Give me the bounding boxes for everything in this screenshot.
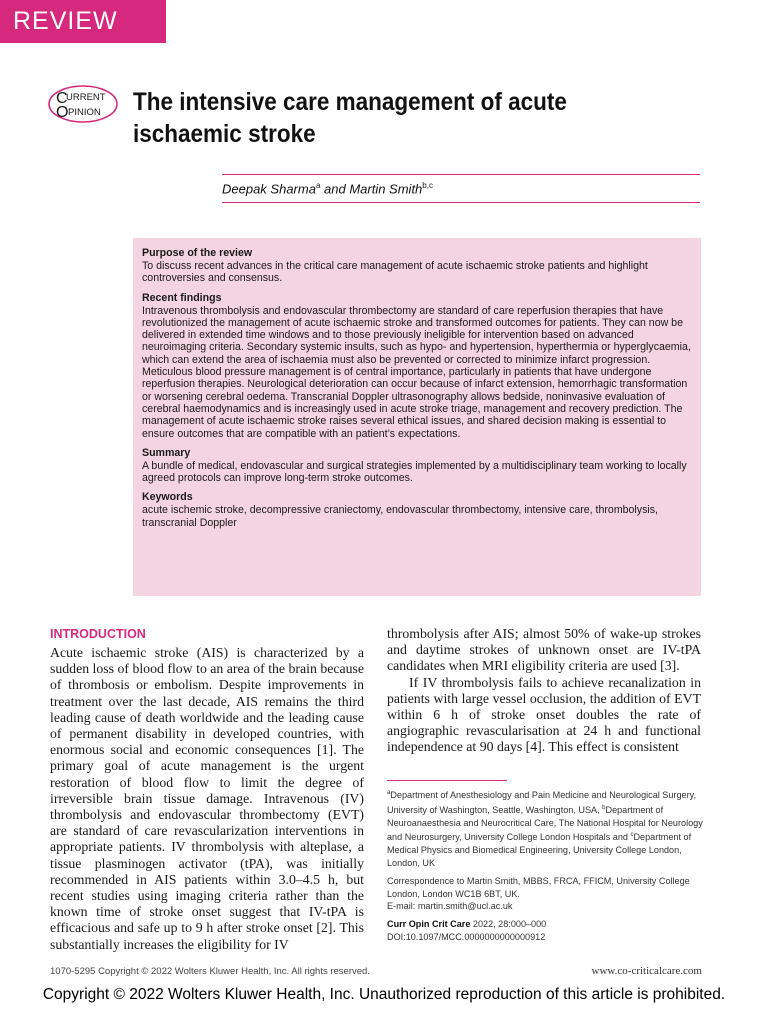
author-connector: and (320, 181, 350, 197)
logo-line1: URRENT (66, 92, 106, 103)
findings-heading: Recent findings (142, 291, 222, 304)
logo-letter-c: C (56, 90, 68, 107)
affiliation-a: Department of Anesthesiology and Pain Medicine and Neurological Surgery, University of Washington, Seattle, Washington, USA, (387, 790, 697, 815)
logo-emblem (47, 84, 119, 124)
affiliation-marker: a (315, 181, 321, 190)
journal-name: Curr Opin Crit Care (387, 919, 471, 930)
findings-text: Intravenous thrombolysis and endovascular thrombectomy are standard of care reperfusion therapies that have revolutionized the management of acute ischaemic stroke and transformed outcomes for patients. They can now be delivered in extended time windows and to those previously ineligible for intervention based on advanced neuroimaging criteria. Secondary systemic insults, such as hypo- and hypertension, hyperthermia or hyperglycaemia, which can extend the area of ischaemia must also be prevented or corrected to minimize infarct progression. Meticulous blood pressure management is of central importance, particularly in patients that have undergone reperfusion therapies. Neurological deterioration can occur because of infarct extension, hemorrhagic transformation or worsening cerebral oedema. Transcranial Doppler ultrasonography allows bedside, noninvasive evaluation of cerebral haemodynamics and is increasingly used in acute stroke triage, management and recovery prediction. The management of acute ischaemic stroke raises several ethical issues, and shared decision making is essential to ensure outcomes that are compatible with an patient’s expectations. (142, 304, 691, 440)
keywords-text: acute ischemic stroke, decompressive craniectomy, endovascular thrombectomy, intensive care, thrombolysis, transcranial Doppler (142, 504, 658, 529)
body-column-left (50, 626, 364, 953)
summary-heading: Summary (142, 446, 191, 459)
affiliation-c: Department of Medical Physics and Biomedical Engineering, University College London, London, UK (387, 832, 692, 869)
section-heading-introduction: INTRODUCTION (50, 627, 146, 641)
correspondence-email[interactable]: E-mail: martin.smith@ucl.ac.uk (387, 901, 513, 912)
correspondence-address: Correspondence to Martin Smith, MBBS, FRCA, FFICM, University College London, London WC1B 6BT, UK. (387, 875, 690, 899)
authors-top-rule (222, 174, 700, 175)
doi[interactable]: DOI:10.1097/MCC.0000000000000912 (387, 932, 546, 943)
current-opinion-logo (47, 84, 119, 124)
affiliation-text (387, 787, 703, 870)
body-paragraph: If IV thrombolysis fails to achieve recanalization in patients with large vessel occlusion, the addition of EVT within 6 h of stroke onset doubles the rate of angiographic revascularisation at 24 h and functional independence at 90 days [4]. This effect is consistent (387, 674, 701, 755)
purpose-heading: Purpose of the review (142, 247, 253, 259)
footer-copyright: 1070-5295 Copyright © 2022 Wolters Kluwer Health, Inc. All rights reserved. (50, 966, 370, 977)
keywords-heading: Keywords (142, 491, 193, 504)
author-name: Martin Smith (349, 181, 423, 197)
affiliation-b: Department of Neuroanaesthesia and Neurocritical Care, The National Hospital for Neurology and Neurosurgery, University College London Hospitals and (387, 804, 703, 843)
author-list (222, 181, 433, 196)
section-tab-review: REVIEW (0, 0, 166, 43)
body-paragraph: thrombolysis after AIS; almost 50% of wake-up strokes and daytime strokes of unknown onset are IV-tPA candidates when MRI eligibility criteria are used [3]. (387, 626, 701, 674)
logo-line2: PINION (68, 107, 101, 118)
affiliation-marker: c (630, 832, 634, 839)
affiliations-block (387, 787, 703, 949)
affiliation-marker: b (602, 804, 606, 811)
body-column-right (387, 626, 701, 756)
summary-text: A bundle of medical, endovascular and surgical strategies implemented by a multidisciplinary team working to locally agreed protocols can improve long-term stroke outcomes. (142, 459, 687, 485)
affiliation-marker: b,c (422, 181, 433, 190)
author-name: Deepak Sharma (222, 181, 316, 197)
logo-letter-o: O (56, 104, 69, 121)
authors-bottom-rule (222, 202, 700, 203)
purpose-text: To discuss recent advances in the critical care management of acute ischaemic stroke patients and highlight controversies and consensus. (142, 260, 648, 285)
affiliations-rule (387, 780, 507, 781)
affiliation-marker: a (387, 790, 391, 796)
article-title: The intensive care management of acute ischaemic stroke (133, 88, 567, 148)
correspondence-text (387, 875, 703, 913)
journal-citation (387, 918, 703, 944)
footer-website-link[interactable]: www.co-criticalcare.com (591, 965, 702, 977)
copyright-notice: Copyright © 2022 Wolters Kluwer Health, Inc. Unauthorized reproduction of this article is prohibited. (42, 986, 726, 1003)
abstract-box (133, 238, 701, 596)
body-paragraph: Acute ischaemic stroke (AIS) is characterized by a sudden loss of blood flow to an area of the brain because of thrombosis or embolism. Despite improvements in treatment over the last decade, AIS remains the third leading cause of death worldwide and the leading cause of permanent disability in developed countries, with enormous social and economic consequences [1]. The primary goal of acute management is the urgent restoration of blood flow to limit the degree of irreversible brain tissue damage. Intravenous (IV) thrombolysis and endovascular thrombectomy (EVT) are standard of care revascularization interventions in appropriate patients. IV thrombolysis with alteplase, a tissue plasminogen activator (tPA), was initially recommended in AIS patients within 3.0–4.5 h, but recent studies using imaging criteria rather than the known time of stroke onset suggest that IV-tPA is efficacious and safe up to 9 h after stroke onset [2]. This substantially increases the eligibility for IV (50, 645, 364, 952)
journal-info: 2022, 28:000–000 (470, 919, 547, 930)
